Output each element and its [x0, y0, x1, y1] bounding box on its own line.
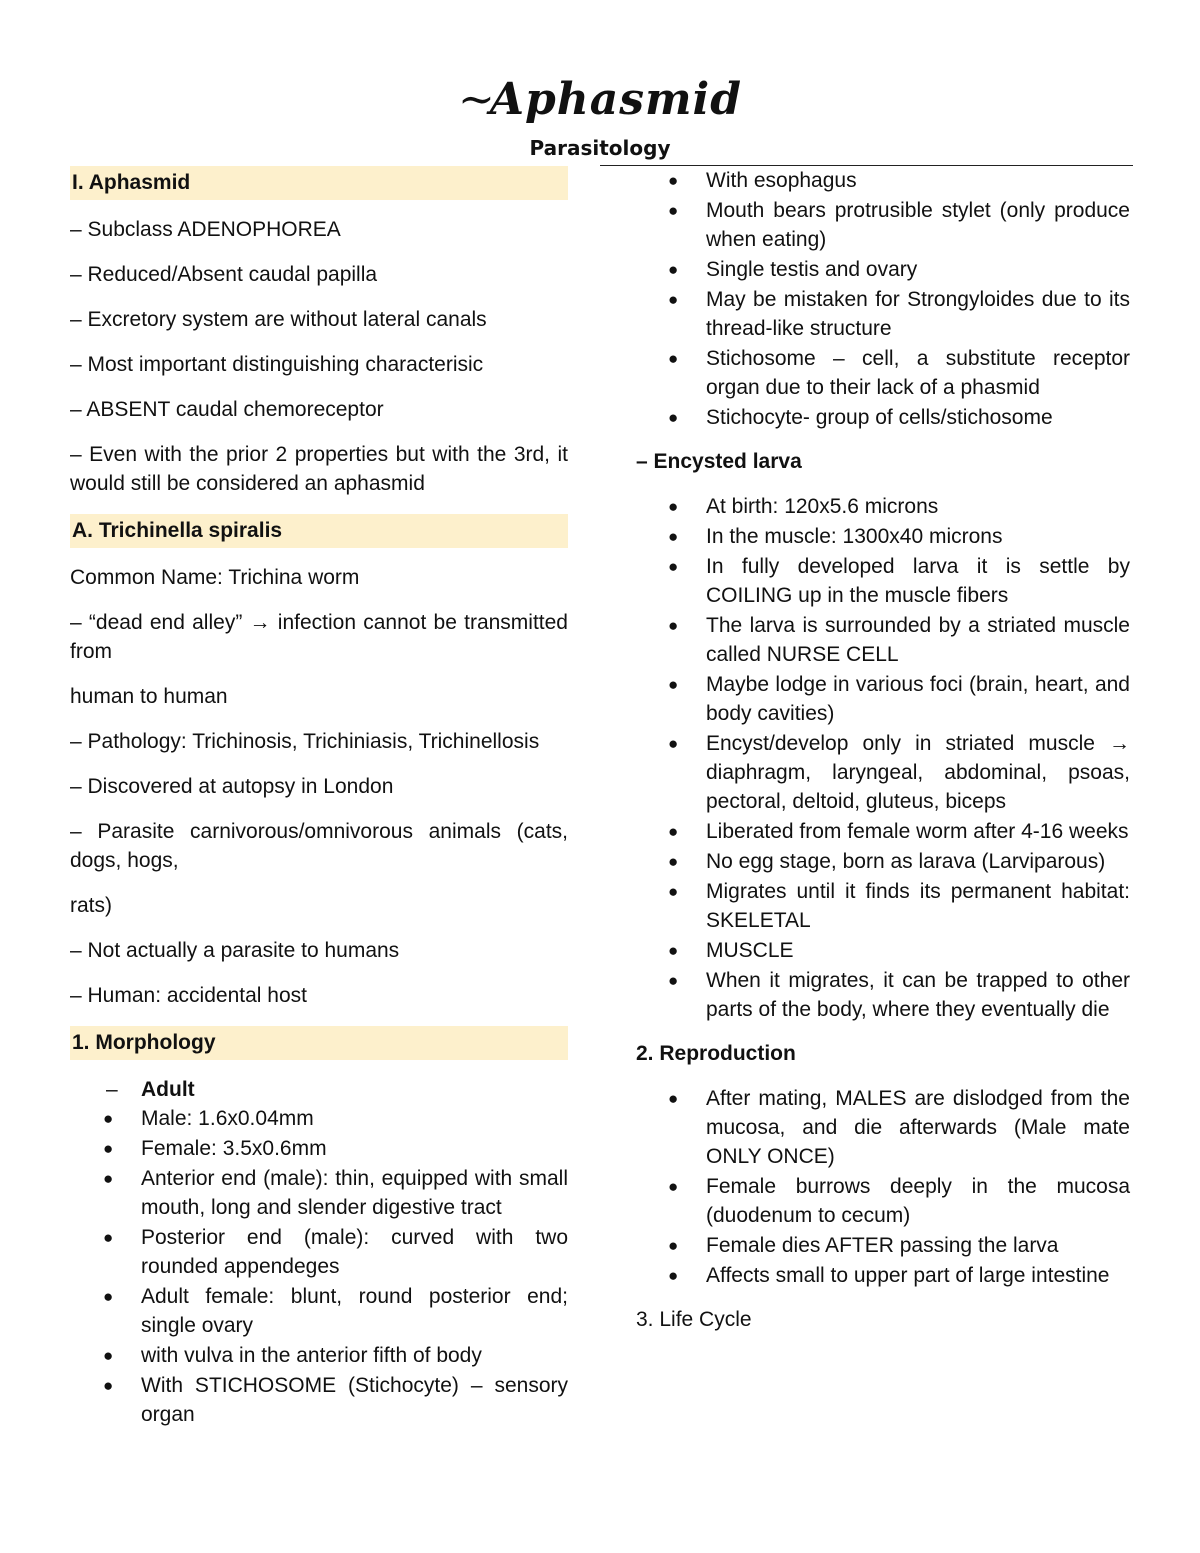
list-item: ● Liberated from female worm after 4-16 weeks — [636, 817, 1130, 846]
reproduction-list — [636, 1084, 1130, 1290]
section-heading-trichinella: A. Trichinella spiralis — [70, 514, 568, 548]
list-item: ● In fully developed larva it is settle by COILING up in the muscle fibers — [636, 552, 1130, 610]
bullet-icon: ● — [668, 1089, 679, 1108]
paragraph: – Excretory system are without lateral canals — [70, 308, 487, 331]
list-item: ● Female burrows deeply in the mucosa (duodenum to cecum) — [636, 1172, 1130, 1230]
bullet-icon: ● — [668, 882, 679, 901]
bullet-icon: ● — [668, 171, 679, 190]
bullet-icon: ● — [103, 1228, 114, 1247]
list-item: ● Male: 1.6x0.04mm — [70, 1104, 568, 1133]
paragraph: rats) — [70, 894, 112, 917]
subheading-encysted-larva: – Encysted larva — [636, 450, 802, 473]
bullet-icon: ● — [668, 971, 679, 990]
document-title: ~Aphasmid — [457, 74, 743, 125]
paragraph: – Even with the prior 2 properties but with the 3rd, it would still be considered an aphasmid — [70, 443, 568, 495]
list-item: ● With esophagus — [636, 166, 1130, 195]
list-item: ● No egg stage, born as larava (Larviparous) — [636, 847, 1130, 876]
bullet-icon: ● — [668, 822, 679, 841]
list-item: ● MUSCLE — [636, 936, 1130, 965]
bullet-icon: ● — [103, 1376, 114, 1395]
list-item: ● Maybe lodge in various foci (brain, heart, and body cavities) — [636, 670, 1130, 728]
paragraph: – Subclass ADENOPHOREA — [70, 218, 341, 241]
list-item: ● When it migrates, it can be trapped to other parts of the body, where they eventually die — [636, 966, 1130, 1024]
larva-list — [636, 492, 1130, 1024]
bullet-icon: ● — [668, 260, 679, 279]
list-item: ● Posterior end (male): curved with two rounded appendeges — [70, 1223, 568, 1281]
bullet-icon: ● — [668, 1266, 679, 1285]
list-item: ● Adult female: blunt, round posterior end; single ovary — [70, 1282, 568, 1340]
left-column — [70, 166, 568, 1430]
bullet-icon: ● — [668, 497, 679, 516]
list-item: ● Anterior end (male): thin, equipped with small mouth, long and slender digestive tract — [70, 1164, 568, 1222]
bullet-icon: ● — [668, 349, 679, 368]
bullet-icon: ● — [668, 734, 679, 753]
paragraph: – Reduced/Absent caudal papilla — [70, 263, 378, 286]
right-column — [636, 166, 1130, 1350]
paragraph: – Discovered at autopsy in London — [70, 775, 394, 798]
subheading-adult: – Adult — [70, 1075, 568, 1104]
paragraph: – “dead end alley” → infection cannot be transmitted from — [70, 611, 568, 663]
bullet-icon: ● — [668, 675, 679, 694]
dash-marker: – — [106, 1078, 118, 1101]
list-item: ● In the muscle: 1300x40 microns — [636, 522, 1130, 551]
list-item: ● Female: 3.5x0.6mm — [70, 1134, 568, 1163]
bullet-icon: ● — [668, 941, 679, 960]
bullet-icon: ● — [103, 1139, 114, 1158]
document-subtitle: Parasitology — [529, 136, 671, 160]
list-item: ● Stichosome – cell, a substitute receptor organ due to their lack of a phasmid — [636, 344, 1130, 402]
bullet-icon: ● — [668, 1177, 679, 1196]
bullet-icon: ● — [103, 1109, 114, 1128]
list-item: ● Mouth bears protrusible stylet (only produce when eating) — [636, 196, 1130, 254]
list-item: ● Affects small to upper part of large intestine — [636, 1261, 1130, 1290]
paragraph: – ABSENT caudal chemoreceptor — [70, 398, 384, 421]
section-heading-aphasmid: I. Aphasmid — [70, 166, 568, 200]
list-item: ● At birth: 120x5.6 microns — [636, 492, 1130, 521]
paragraph: human to human — [70, 685, 228, 708]
subheading-life-cycle: 3. Life Cycle — [636, 1308, 752, 1331]
paragraph: – Human: accidental host — [70, 984, 307, 1007]
bullet-icon: ● — [668, 408, 679, 427]
list-item: ● May be mistaken for Strongyloides due to its thread-like structure — [636, 285, 1130, 343]
list-item: ● Migrates until it finds its permanent habitat: SKELETAL — [636, 877, 1130, 935]
bullet-icon: ● — [668, 557, 679, 576]
list-item: ● Stichocyte- group of cells/stichosome — [636, 403, 1130, 432]
adult-list — [70, 1104, 568, 1429]
adult-list-continued — [636, 166, 1130, 432]
bullet-icon: ● — [103, 1169, 114, 1188]
list-item: ● Single testis and ovary — [636, 255, 1130, 284]
list-item: ● Female dies AFTER passing the larva — [636, 1231, 1130, 1260]
paragraph: – Parasite carnivorous/omnivorous animals (cats, dogs, hogs, — [70, 820, 568, 872]
paragraph: – Pathology: Trichinosis, Trichiniasis, Trichinellosis — [70, 730, 540, 753]
bullet-icon: ● — [668, 201, 679, 220]
bullet-icon: ● — [103, 1346, 114, 1365]
paragraph: – Most important distinguishing characterisic — [70, 353, 484, 376]
bullet-icon: ● — [668, 1236, 679, 1255]
list-item: ● with vulva in the anterior fifth of body — [70, 1341, 568, 1370]
list-item: ● After mating, MALES are dislodged from the mucosa, and die afterwards (Male mate ONLY ONCE) — [636, 1084, 1130, 1171]
section-heading-morphology: 1. Morphology — [70, 1026, 568, 1060]
subheading-reproduction: 2. Reproduction — [636, 1042, 796, 1065]
bullet-icon: ● — [103, 1287, 114, 1306]
paragraph: – Not actually a parasite to humans — [70, 939, 400, 962]
list-item: ● The larva is surrounded by a striated muscle called NURSE CELL — [636, 611, 1130, 669]
bullet-icon: ● — [668, 527, 679, 546]
list-item: ● Encyst/develop only in striated muscle → diaphragm, laryngeal, abdominal, psoas, pectoral, deltoid, gluteus, biceps — [636, 729, 1130, 816]
bullet-icon: ● — [668, 616, 679, 635]
bullet-icon: ● — [668, 852, 679, 871]
list-item: ● With STICHOSOME (Stichocyte) – sensory organ — [70, 1371, 568, 1429]
paragraph: Common Name: Trichina worm — [70, 566, 360, 589]
bullet-icon: ● — [668, 290, 679, 309]
